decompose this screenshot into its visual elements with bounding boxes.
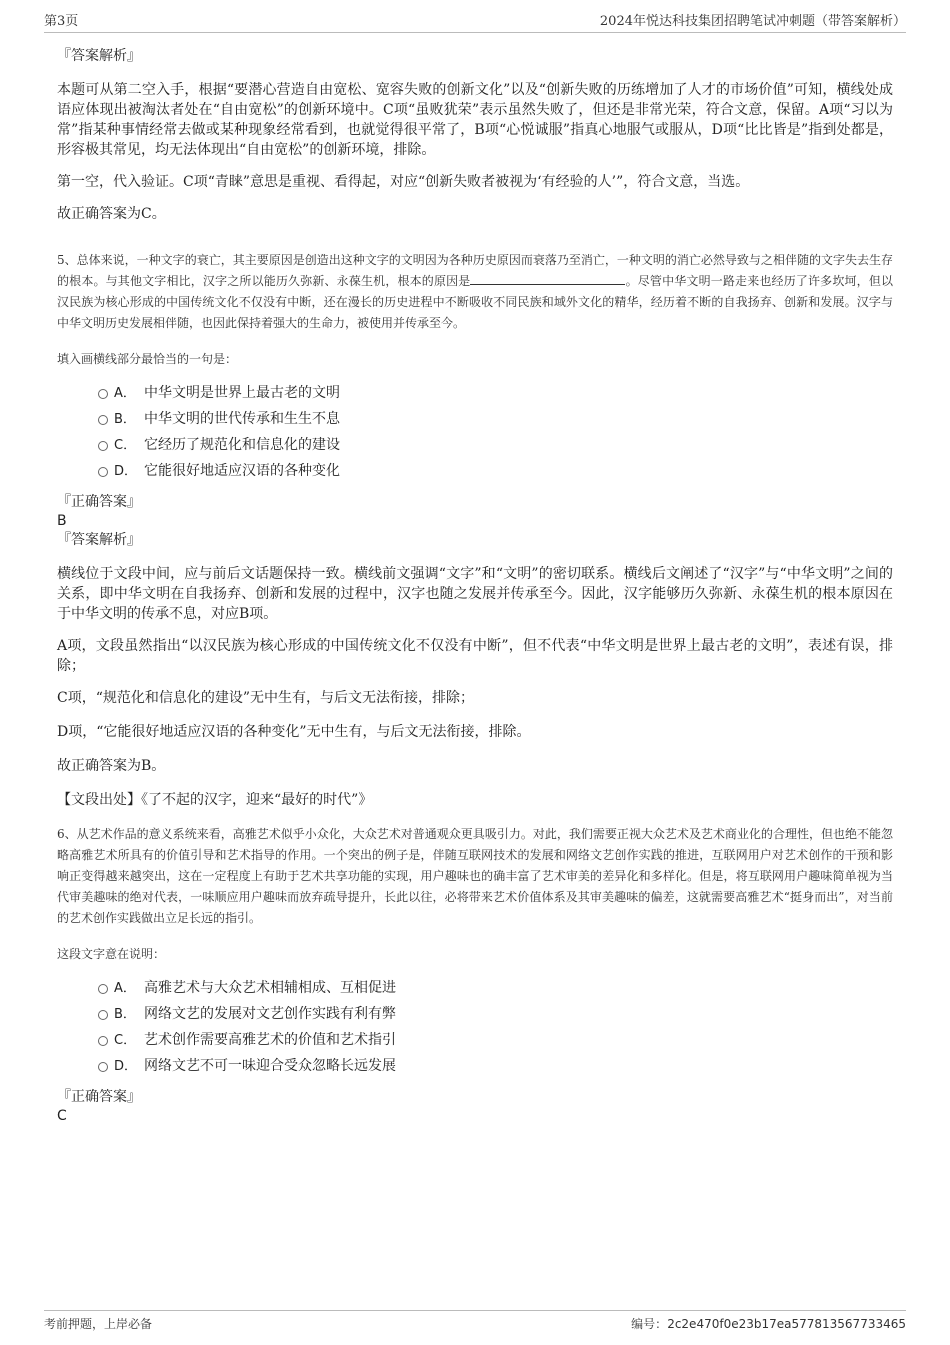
option-d[interactable]: [57, 458, 893, 484]
option-letter: B．: [114, 412, 136, 427]
q5-analysis-para: D项，“它能很好地适应汉语的各种变化”无中生有，与后文无法衔接，排除。: [57, 724, 531, 740]
option-text: 它能很好地适应汉语的各种变化: [144, 463, 340, 479]
q5-conclusion: 故正确答案为B。: [57, 758, 166, 774]
document-body: [57, 46, 893, 1125]
page-header: [44, 12, 906, 33]
radio-icon[interactable]: [98, 1010, 108, 1020]
option-d[interactable]: [57, 1053, 893, 1079]
option-letter: C．: [114, 438, 137, 453]
serial-number: 2c2e470f0e23b17ea577813567733465: [667, 1317, 906, 1331]
q6-options: [57, 975, 893, 1079]
radio-icon[interactable]: [98, 984, 108, 994]
q5-analysis-tag: 『答案解析』: [57, 532, 141, 548]
option-c[interactable]: [57, 1027, 893, 1053]
q5-analysis-para: 横线位于文段中间，应与前后文话题保持一致。横线前文强调“文字”和“文明”的密切联系。横线后文阐述了“汉字”与“中华文明”之间的关系，即中华文明在自我扬弃、创新和发展的过程中，汉字也随之发展并传承至今。因此，汉字能够历久弥新、永葆生机的根本原因在于中华文明的传承不息，对应B项。: [57, 566, 893, 622]
option-a[interactable]: [57, 380, 893, 406]
q5-stem-after: 。尽管中华文明一路走来也经历了许多坎坷，但以汉民族为核心形成的中国传统文化不仅没有中断，还在漫长的历史进程中不断吸收不同民族和域外文化的精华，经历着不断的自我扬弃、创新和发展。汉字与中华文明历史发展相伴随，也因此保持着强大的生命力，被使用并传承至今。: [57, 274, 893, 330]
option-text: 网络文艺的发展对文艺创作实践有利有弊: [144, 1006, 396, 1022]
option-letter: C．: [114, 1033, 137, 1048]
q5-analysis-para: A项，文段虽然指出“以汉民族为核心形成的中国传统文化不仅没有中断”，但不代表“中华文明是世界上最古老的文明”，表述有误，排除；: [57, 638, 893, 674]
option-letter: A．: [114, 981, 136, 996]
q5-source: 【文段出处】《了不起的汉字，迎来“最好的时代”》: [57, 792, 373, 808]
radio-icon[interactable]: [98, 467, 108, 477]
option-letter: B．: [114, 1007, 136, 1022]
q4-analysis-para: 本题可从第二空入手，根据“要潜心营造自由宽松、宽容失败的创新文化”以及“创新失败的历练增加了人才的市场价值”可知，横线处成语应体现出被淘汰者处在“自由宽松”的创新环境中。C项“虽败犹荣”表示虽然失败了，但还是非常光荣，符合文意，保留。A项“习以为常”指某种事情经常去做或某种现象经常看到，也就觉得很平常了，B项“心悦诚服”指真心地服气或服从，D项“比比皆是”指到处都是，形容极其常见，均无法体现出“自由宽松”的创新环境，排除。: [57, 82, 893, 158]
footer-slogan: 考前押题，上岸必备: [44, 1317, 153, 1331]
option-text: 艺术创作需要高雅艺术的价值和艺术指引: [144, 1032, 396, 1048]
option-letter: A．: [114, 386, 136, 401]
option-text: 中华文明的世代传承和生生不息: [144, 411, 340, 427]
q4-conclusion: 故正确答案为C。: [57, 206, 166, 222]
radio-icon[interactable]: [98, 415, 108, 425]
fill-blank: [470, 272, 625, 285]
page-footer: [44, 1310, 906, 1333]
q6-prompt: 这段文字意在说明：: [57, 947, 166, 961]
option-text: 网络文艺不可一味迎合受众忽略长远发展: [144, 1058, 396, 1074]
radio-icon[interactable]: [98, 1036, 108, 1046]
q4-analysis-tag: 『答案解析』: [57, 48, 141, 64]
option-b[interactable]: [57, 1001, 893, 1027]
q6-answer-tag: 『正确答案』: [57, 1089, 141, 1105]
q5-analysis-para: C项，“规范化和信息化的建设”无中生有，与后文无法衔接，排除；: [57, 690, 475, 706]
serial-label: 编号：: [631, 1317, 668, 1331]
option-text: 它经历了规范化和信息化的建设: [144, 437, 340, 453]
document-title: 2024年悦达科技集团招聘笔试冲刺题（带答案解析）: [599, 14, 906, 29]
q6-answer: C: [57, 1108, 67, 1124]
page-number: 第3页: [44, 14, 79, 29]
radio-icon[interactable]: [98, 441, 108, 451]
option-text: 中华文明是世界上最古老的文明: [144, 385, 340, 401]
option-b[interactable]: [57, 406, 893, 432]
q4-analysis-para: 第一空，代入验证。C项“青睐”意思是重视、看得起，对应“创新失败者被视为‘有经验的人’”，符合文意，当选。: [57, 174, 750, 190]
radio-icon[interactable]: [98, 389, 108, 399]
radio-icon[interactable]: [98, 1062, 108, 1072]
document-serial: [631, 1313, 906, 1335]
option-letter: D．: [114, 1059, 138, 1074]
q5-stem-before: 5、总体来说，一种文字的衰亡，其主要原因是创造出这种文字的文明因为各种历史原因而衰落乃至消亡，一种文明的消亡必然导致与之相伴随的文字失去生存的根本。与其他文字相比，汉字之所以能历久弥新、永葆生机，根本的原因是: [57, 253, 893, 288]
option-letter: D．: [114, 464, 138, 479]
q5-answer-tag: 『正确答案』: [57, 494, 141, 510]
q6-stem: 6、从艺术作品的意义系统来看，高雅艺术似乎小众化，大众艺术对普通观众更具吸引力。对此，我们需要正视大众艺术及艺术商业化的合理性，但也绝不能忽略高雅艺术所具有的价值引导和艺术指导的作用。一个突出的例子是，伴随互联网技术的发展和网络文艺创作实践的推进，互联网用户对艺术创作的干预和影响正变得越来越突出，这在一定程度上有助于艺术共享功能的实现，用户趣味也的确丰富了艺术审美的差异化和多样化。但是，将互联网用户趣味简单视为当代审美趣味的绝对代表，一味顺应用户趣味而放弃疏导提升，长此以往，必将带来艺术价值体系及其审美趣味的偏差，这就需要高雅艺术“挺身而出”，对当前的艺术创作实践做出立足长远的指引。: [57, 827, 893, 925]
option-text: 高雅艺术与大众艺术相辅相成、互相促进: [144, 980, 396, 996]
q5-stem: [57, 250, 893, 334]
q5-answer: B: [57, 513, 67, 529]
q5-options: [57, 380, 893, 484]
option-c[interactable]: [57, 432, 893, 458]
q5-prompt: 填入画横线部分最恰当的一句是：: [57, 352, 238, 366]
option-a[interactable]: [57, 975, 893, 1001]
